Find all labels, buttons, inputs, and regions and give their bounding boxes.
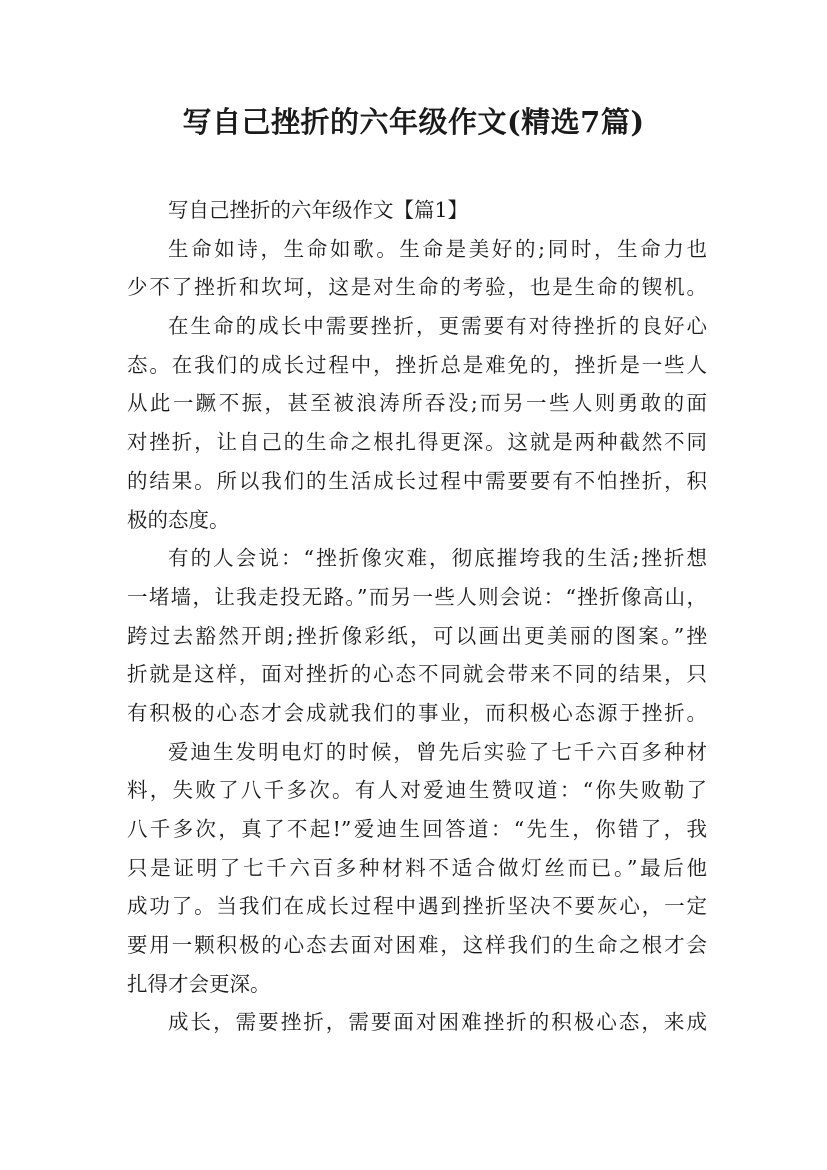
paragraph-line: 对挫折，让自己的生命之根扎得更深。这就是两种截然不同 [127, 430, 707, 455]
paragraph-line: 少不了挫折和坎坷，这是对生命的考验，也是生命的锲机。 [127, 275, 707, 300]
paragraph-line: 折就是这样，面对挫折的心态不同就会带来不同的结果，只 [127, 662, 707, 687]
paragraph-line: 有积极的心态才会成就我们的事业，而积极心态源于挫折。 [127, 700, 707, 725]
paragraph-line: 生命如诗，生命如歌。生命是美好的;同时，生命力也 [168, 236, 707, 261]
paragraph-line: 只是证明了七千六百多种材料不适合做灯丝而已。”最后他 [127, 855, 707, 880]
paragraph-line: 爱迪生发明电灯的时候，曾先后实验了七千六百多种材 [168, 739, 707, 764]
document-body [127, 191, 707, 1042]
section-heading: 写自己挫折的六年级作文【篇1】 [168, 198, 469, 222]
paragraph-line: 扎得才会更深。 [127, 971, 271, 996]
paragraph-line: 八千多次，真了不起!”爱迪生回答道：“先生，你错了，我 [127, 817, 707, 841]
paragraph-line: 要用一颗积极的心态去面对困难，这样我们的生命之根才会 [127, 933, 707, 958]
document-title: 写自己挫折的六年级作文(精选7篇) [182, 105, 645, 139]
paragraph-line: 跨过去豁然开朗;挫折像彩纸，可以画出更美丽的图案。”挫 [127, 623, 707, 648]
paragraph-line: 料，失败了八千多次。有人对爱迪生赞叹道：“你失败勒了 [127, 778, 707, 803]
paragraph-line: 从此一蹶不振，甚至被浪涛所吞没;而另一些人则勇敢的面 [127, 391, 707, 416]
paragraph-line: 成长，需要挫折，需要面对困难挫折的积极心态，来成 [168, 1010, 707, 1035]
paragraph-line: 极的态度。 [127, 507, 230, 532]
paragraph-line: 成功了。当我们在成长过程中遇到挫折坚决不要灰心，一定 [127, 894, 707, 919]
paragraph-line: 一堵墙，让我走投无路。”而另一些人则会说：“挫折像高山， [127, 584, 707, 609]
paragraph-line: 在生命的成长中需要挫折，更需要有对待挫折的良好心 [168, 314, 707, 339]
paragraph-line: 态。在我们的成长过程中，挫折总是难免的，挫折是一些人 [127, 352, 707, 377]
paragraph-line: 的结果。所以我们的生活成长过程中需要要有不怕挫折，积 [127, 468, 707, 493]
paragraph-line: 有的人会说：“挫折像灾难，彻底摧垮我的生活;挫折想 [168, 546, 707, 571]
